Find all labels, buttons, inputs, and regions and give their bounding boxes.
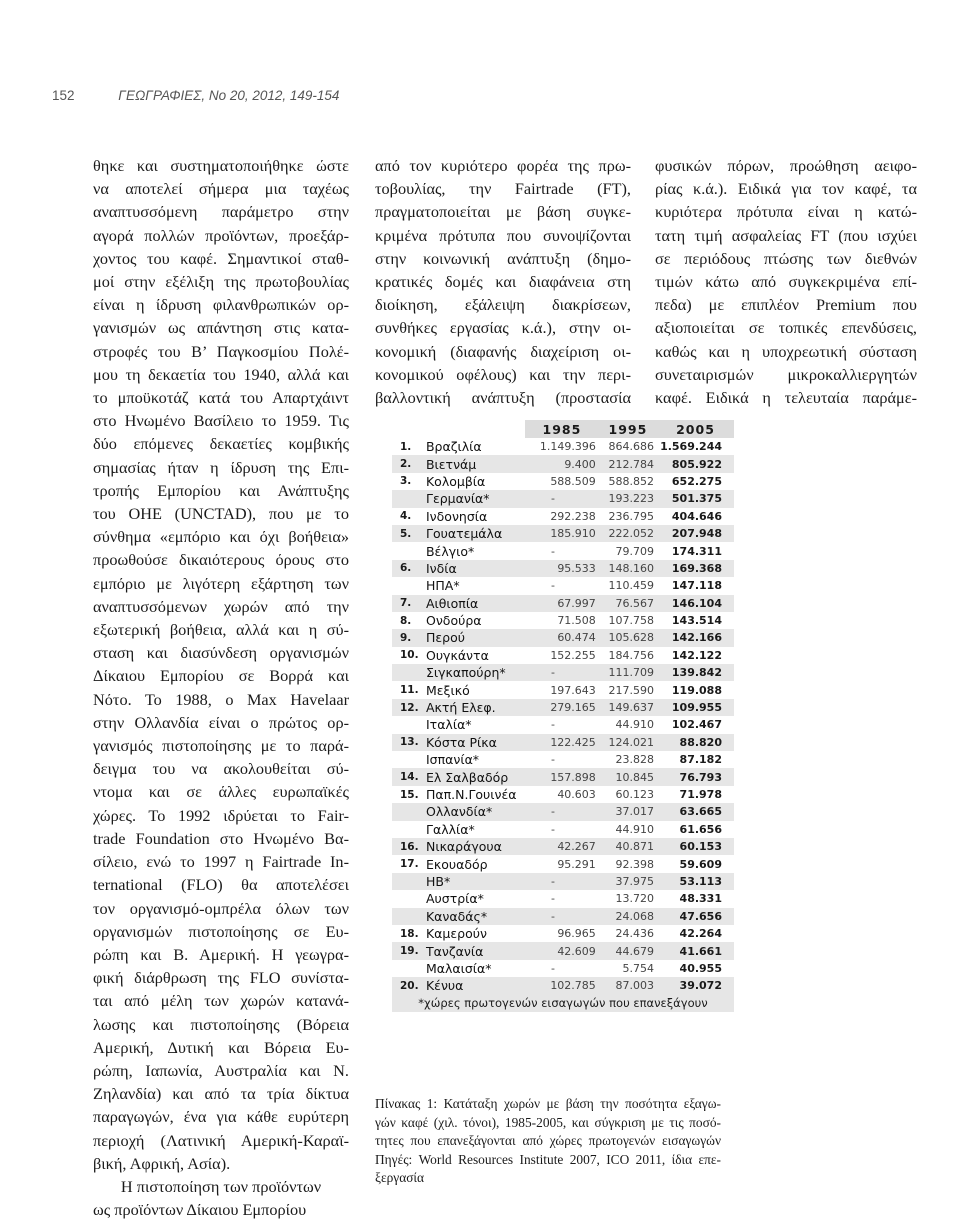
table-caption (375, 1095, 721, 1188)
value-1985-cell: - (551, 961, 555, 975)
text-line: φυσικών πόρων, προώθηση αειφο- (655, 156, 917, 175)
country-cell: Ιταλία* (425, 717, 472, 733)
value-2005-cell: 109.955 (657, 699, 734, 716)
value-2005-cell: 71.978 (679, 788, 722, 801)
value-1985-cell: - (525, 490, 599, 507)
text-line: τροπής Εμπορίου και Ανάπτυξης (93, 480, 349, 500)
value-1985-cell: 152.255 (550, 648, 596, 662)
table-row (392, 803, 734, 820)
table-row (392, 890, 734, 907)
value-2005-cell: 805.922 (657, 455, 734, 472)
rank-cell: 11. (400, 684, 419, 697)
country-cell: Ολλανδία* (423, 803, 525, 820)
value-1985-cell: 1.149.396 (539, 440, 596, 454)
rank-cell (392, 908, 423, 925)
value-2005-cell: 169.368 (657, 560, 734, 577)
text-column-3 (655, 154, 917, 409)
country-cell: Νικαράγουα (423, 838, 525, 855)
value-2005-cell: 143.514 (671, 614, 722, 628)
text-line: προωθούσε δικαιότερους όρους στο (93, 550, 349, 570)
country-cell: Καναδάς* (423, 908, 525, 925)
value-2005-cell: 142.166 (657, 629, 734, 646)
header-2005: 2005 (657, 420, 734, 438)
value-2005-cell: 102.467 (671, 718, 722, 732)
table-row (392, 838, 734, 855)
text-line: αγορά πολλών προϊόντων, προεξάρ- (93, 225, 349, 245)
value-1995-cell: 23.828 (615, 753, 655, 767)
rank-cell: 12. (392, 699, 423, 716)
country-cell: Αιθιοπία (423, 595, 525, 612)
value-1985-cell: - (551, 753, 555, 767)
value-1995-cell: 40.871 (599, 838, 657, 855)
value-2005-cell: 88.820 (657, 734, 734, 751)
value-1995-cell: 222.052 (599, 525, 657, 542)
rank-cell: 8. (400, 614, 412, 627)
value-1985-cell: - (551, 579, 555, 593)
rank-cell (392, 821, 423, 838)
table-header-blank (392, 420, 525, 438)
text-line: πραγματοποιείται με βάση συγκε- (375, 202, 631, 222)
table-row (392, 768, 734, 785)
country-cell: Κόστα Ρίκα (423, 734, 525, 751)
rank-cell: 14. (392, 768, 423, 785)
table-row (392, 473, 734, 490)
table-row (392, 716, 734, 733)
table-row (392, 664, 734, 681)
text-line: του ΟΗΕ (UNCTAD), που με το (93, 504, 349, 524)
running-header (52, 88, 339, 103)
country-cell: Βραζιλία (425, 439, 482, 455)
country-cell: Εκουαδόρ (425, 856, 488, 872)
value-1995-cell: 588.852 (608, 474, 655, 488)
value-1995-cell: 236.795 (608, 509, 655, 523)
value-2005-cell: 59.609 (679, 857, 722, 871)
caption-line: τητες που επανεξάγονται από χώρες πρωτογενών εισαγωγών (375, 1133, 721, 1149)
text-line: trade Foundation στο Ηνωμένο Βα- (93, 828, 349, 848)
text-line: δύο επόμενες δεκαετίες κομβικής (93, 434, 349, 454)
coffee-export-table (392, 420, 734, 1012)
value-1995-cell: 107.758 (608, 614, 655, 628)
value-1995-cell: 76.567 (599, 595, 657, 612)
rank-cell: 13. (392, 734, 423, 751)
country-cell: Τανζανία (423, 942, 525, 959)
value-1985-cell: - (525, 664, 599, 681)
value-1985-cell: 71.508 (557, 614, 596, 628)
rank-cell: 5. (392, 525, 423, 542)
value-2005-cell: 47.656 (657, 908, 734, 925)
text-line: τον οργανισμό-ομπρέλα όλων των (93, 898, 349, 918)
rank-cell (392, 803, 423, 820)
text-line: τοβουλίας, την Fairtrade (FT), (375, 179, 631, 199)
value-1995-cell: 37.017 (599, 803, 657, 820)
value-1995-cell: 44.910 (615, 822, 655, 836)
value-1995-cell: 13.720 (615, 892, 655, 906)
value-2005-cell: 48.331 (679, 892, 722, 906)
value-1985-cell: 9.400 (525, 455, 599, 472)
text-line: το μποϋκοτάζ κατά του Απαρτχάιντ (93, 388, 349, 408)
text-line: λωσης και πιστοποίησης (Βόρεια (93, 1014, 349, 1034)
text-line: σίλειο, ενώ το 1997 η Fairtrade In- (93, 852, 349, 872)
value-2005-cell: 1.569.244 (660, 440, 722, 454)
table-row (392, 490, 734, 507)
text-line: εξωτερική βοήθεια, αλλά και η σύ- (93, 620, 349, 640)
text-line: σημασίας ήταν η ίδρυση της Επι- (93, 457, 349, 477)
text-line: ται από μέλη των χωρών κατανά- (93, 991, 349, 1011)
text-line: στην κοινωνική ανάπτυξη (δημο- (375, 248, 631, 268)
value-2005-cell: 142.122 (671, 648, 722, 662)
rank-cell: 7. (392, 595, 423, 612)
value-1985-cell: 40.603 (557, 788, 596, 801)
value-1995-cell: 87.003 (599, 977, 657, 994)
rank-cell (392, 577, 423, 594)
rank-cell (392, 960, 423, 977)
text-line: στο Ηνωμένο Βασίλειο το 1959. Τις (93, 411, 349, 431)
text-line: κριμένα πρότυπα που συνοψίζονται (375, 225, 631, 245)
value-2005-cell: 41.661 (657, 942, 734, 959)
text-line: σε περιόδους πτώσης των διεθνών (655, 248, 917, 268)
text-line: στην Ολλανδία είναι ο πρώτος ορ- (93, 712, 349, 732)
value-2005-cell: 40.955 (679, 961, 722, 975)
text-line: παραγωγών, ένα για κάθε ευρύτερη (93, 1107, 349, 1127)
text-line: βαλλοντική ανάπτυξη (προστασία (375, 388, 631, 408)
text-line: από τον κυριότερο φορέα της πρω- (375, 156, 631, 175)
text-line: φική διάρθρωση της FLO συνίστα- (93, 968, 349, 988)
header-1985: 1985 (525, 420, 599, 438)
text-line: αναπτυσσόμενων χωρών από την (93, 596, 349, 616)
rank-cell: 19. (392, 942, 423, 959)
rank-cell: 9. (392, 629, 423, 646)
text-line: χοντος του καφέ. Σημαντικοί σταθ- (93, 248, 349, 268)
table-row (392, 855, 734, 872)
text-line: ως προϊόντων Δίκαιου Εμπορίου (93, 1200, 307, 1220)
text-line: ρώπη και Β. Αμερική. Η γεωγρα- (93, 944, 349, 964)
table-row (392, 925, 734, 942)
table-row (392, 595, 734, 612)
value-1995-cell: 148.160 (599, 560, 657, 577)
rank-cell: 15. (400, 788, 419, 801)
rank-cell (392, 542, 423, 559)
rank-cell (392, 751, 423, 768)
rank-cell: 18. (400, 927, 419, 940)
country-cell: Ελ Σαλβαδόρ (423, 768, 525, 785)
text-line: σύνθημα «εμπόριο και όχι βοήθεια» (93, 527, 349, 547)
country-cell: Σιγκαπούρη* (423, 664, 525, 681)
country-cell: Μεξικό (425, 682, 470, 698)
value-1985-cell: - (525, 873, 599, 890)
caption-line: ξεργασία (375, 1170, 425, 1186)
country-cell: Γερμανία* (423, 490, 525, 507)
text-line: εμπόριο με λιγότερη εξάρτηση των (93, 573, 349, 593)
value-1985-cell: 185.910 (525, 525, 599, 542)
text-line: αξιοποιείται σε τοπικές επενδύσεις, (655, 318, 917, 338)
value-1985-cell: 292.238 (550, 509, 596, 523)
text-line: καθώς και η υποχρεωτική σύσταση (655, 341, 917, 361)
value-2005-cell: 61.656 (679, 822, 722, 836)
table-footnote-row (392, 995, 734, 1012)
table-row (392, 734, 734, 751)
text-line: ρίας κ.ά.). Ειδικά για τον καφέ, τα (655, 179, 917, 199)
value-1995-cell: 24.068 (599, 908, 657, 925)
text-line: διοίκηση, εξάλειψη διακρίσεων, (375, 295, 631, 315)
value-2005-cell: 39.072 (657, 977, 734, 994)
country-cell: Ινδονησία (425, 508, 488, 524)
text-line: Αμερική, Δυτική και Βόρεια Ευ- (93, 1037, 349, 1057)
text-line: πεδα) με επιπλέον Premium που (655, 295, 917, 315)
table-row (392, 821, 734, 838)
value-1995-cell: 10.845 (599, 768, 657, 785)
rank-cell: 4. (400, 510, 412, 523)
table-row (392, 681, 734, 698)
value-1995-cell: 79.709 (615, 544, 655, 558)
table-row (392, 908, 734, 925)
country-cell: ΗΠΑ* (425, 578, 460, 594)
text-line: κρατικές δομές και διαφάνεια στη (375, 272, 631, 292)
value-2005-cell: 139.842 (657, 664, 734, 681)
text-line: τιμών κάτω από συγκεκριμένα επί- (655, 272, 917, 292)
country-cell: Ονδούρα (425, 613, 482, 629)
text-line: τατη τιμή ασφαλείας FT (που ισχύει (655, 225, 917, 245)
caption-line: γών καφέ (χιλ. τόνοι), 1985-2005, και σύγκριση με τις ποσό- (375, 1114, 721, 1130)
country-cell: Μαλαισία* (425, 960, 492, 976)
value-1995-cell: 193.223 (599, 490, 657, 507)
value-2005-cell: 60.153 (657, 838, 734, 855)
value-1985-cell: - (551, 892, 555, 906)
table-footnote: *χώρες πρωτογενών εισαγωγών που επανεξάγουν (392, 995, 734, 1012)
value-1995-cell: 37.975 (599, 873, 657, 890)
rank-cell: 17. (400, 858, 419, 871)
rank-cell: 16. (392, 838, 423, 855)
value-1985-cell: 67.997 (525, 595, 599, 612)
text-line: οργανισμών πιστοποίησης σε Ευ- (93, 921, 349, 941)
text-line: χώρες. Το 1992 ιδρύεται το Fair- (93, 805, 349, 825)
text-column-1 (93, 154, 349, 1221)
value-1995-cell: 110.459 (608, 579, 655, 593)
value-1995-cell: 24.436 (615, 927, 655, 941)
value-1985-cell: - (551, 718, 555, 732)
table-row (392, 960, 734, 977)
text-line: μοί στην εξέλιξη της πρωτοβουλίας (93, 272, 349, 292)
table-row (392, 525, 734, 542)
value-1995-cell: 105.628 (599, 629, 657, 646)
value-1995-cell: 60.123 (615, 788, 655, 801)
country-cell: Ινδία (423, 560, 525, 577)
table-row (392, 629, 734, 646)
text-line: καφέ. Ειδικά η τελευταία παράμε- (655, 388, 917, 408)
rank-cell: 3. (400, 475, 412, 488)
text-line: γανισμός πιστοποίησης με το παρά- (93, 736, 349, 756)
rank-cell: 6. (392, 560, 423, 577)
text-line: δειγμα του να ακολουθείται σύ- (93, 759, 349, 779)
value-1995-cell: 149.637 (599, 699, 657, 716)
country-cell: Βιετνάμ (423, 455, 525, 472)
table-row (392, 873, 734, 890)
rank-cell (392, 890, 423, 907)
value-1985-cell: 96.965 (557, 927, 596, 941)
text-line: κονομικού οφέλους) και την περι- (375, 364, 631, 384)
value-1995-cell: 217.590 (608, 683, 655, 697)
value-1995-cell: 44.679 (599, 942, 657, 959)
text-line: Νότο. Το 1988, ο Max Havelaar (93, 689, 349, 709)
table-row (392, 942, 734, 959)
text-line: θηκε και συστηματοποιήθηκε ώστε (93, 156, 349, 175)
country-cell: Γαλλία* (425, 821, 475, 837)
value-2005-cell: 42.264 (679, 927, 722, 941)
text-line: ρώπη, Ιαπωνία, Αυστραλία και Ν. (93, 1060, 349, 1080)
table-row (392, 560, 734, 577)
country-cell: Ακτή Ελεφ. (423, 699, 525, 716)
value-1995-cell: 184.756 (608, 648, 655, 662)
rank-cell: 20. (392, 977, 423, 994)
text-line: σταση και διασύνδεση οργανισμών (93, 643, 349, 663)
country-cell: Ισπανία* (425, 752, 480, 768)
value-1985-cell: 588.509 (550, 474, 596, 488)
table-row (392, 577, 734, 594)
country-cell: Βέλγιο* (425, 543, 475, 559)
value-1985-cell: 279.165 (525, 699, 599, 716)
value-2005-cell: 53.113 (657, 873, 734, 890)
value-1985-cell: - (551, 822, 555, 836)
text-line: συνθήκες εργασίας κ.ά.), στην οι- (375, 318, 631, 338)
text-line: αναπτυσσόμενη παράμετρο στην (93, 202, 349, 222)
value-2005-cell: 501.375 (657, 490, 734, 507)
text-line: μου τη δεκαετία του 1940, αλλά και (93, 364, 349, 384)
table-header-row (392, 420, 734, 438)
table-row (392, 542, 734, 559)
value-1995-cell: 124.021 (599, 734, 657, 751)
rank-cell: 2. (392, 455, 423, 472)
value-1985-cell: 42.267 (525, 838, 599, 855)
country-cell: ΗΒ* (423, 873, 525, 890)
value-2005-cell: 147.118 (671, 579, 722, 593)
country-cell: Αυστρία* (425, 891, 484, 907)
value-1985-cell: - (551, 544, 555, 558)
country-cell: Περού (423, 629, 525, 646)
value-1995-cell: 44.910 (615, 718, 655, 732)
text-line: ternational (FLO) θα αποτελέσει (93, 875, 349, 895)
value-1985-cell: 95.533 (525, 560, 599, 577)
country-cell: Ουγκάντα (425, 647, 489, 663)
value-1985-cell: 60.474 (525, 629, 599, 646)
text-line: να αποτελεί σήμερα μια ταχέως (93, 179, 349, 199)
country-cell: Καμερούν (425, 926, 487, 942)
value-2005-cell: 87.182 (679, 753, 722, 767)
text-line: ντομα και σε άλλες ευρωπαϊκές (93, 782, 349, 802)
text-line: κονομική (διαφανής διαχείριση οι- (375, 341, 631, 361)
value-2005-cell: 63.665 (657, 803, 734, 820)
page-number: 152 (52, 88, 75, 103)
value-1985-cell: - (525, 908, 599, 925)
value-1985-cell: - (525, 803, 599, 820)
journal-title: ΓΕΩΓΡΑΦΙΕΣ, Νο 20, 2012, 149-154 (118, 88, 340, 103)
value-1995-cell: 92.398 (615, 857, 655, 871)
value-2005-cell: 207.948 (657, 525, 734, 542)
table-row (392, 751, 734, 768)
table-row (392, 977, 734, 994)
table-row (392, 699, 734, 716)
value-2005-cell: 174.311 (671, 544, 722, 558)
value-1995-cell: 212.784 (599, 455, 657, 472)
value-1995-cell: 5.754 (622, 961, 655, 975)
value-1985-cell: 42.609 (525, 942, 599, 959)
country-cell: Κένυα (423, 977, 525, 994)
text-line: Ζηλανδία) και από τα τρία δίκτυα (93, 1084, 349, 1104)
value-2005-cell: 146.104 (657, 595, 734, 612)
text-line: γανισμών ως απάντηση στις κατα- (93, 318, 349, 338)
rank-cell (392, 664, 423, 681)
header-1995: 1995 (599, 420, 657, 438)
country-cell: Γουατεμάλα (423, 525, 525, 542)
text-line: Η πιστοποίηση των προϊόντων (120, 1176, 322, 1196)
rank-cell (392, 873, 423, 890)
text-line: στροφές του Β’ Παγκοσμίου Πολέ- (93, 341, 349, 361)
text-column-2 (375, 154, 631, 409)
rank-cell: 10. (400, 649, 419, 662)
text-line: περιοχή (Λατινική Αμερική-Καραϊ- (93, 1130, 349, 1150)
value-1995-cell: 864.686 (608, 440, 655, 454)
country-cell: Παπ.Ν.Γουινέα (425, 787, 517, 802)
table-row (392, 438, 734, 455)
value-2005-cell: 652.275 (671, 474, 722, 488)
value-2005-cell: 404.646 (671, 509, 722, 523)
rank-cell: 1. (400, 440, 412, 453)
text-line: συνεταιρισμών μικροκαλλιεργητών (655, 364, 917, 384)
value-2005-cell: 76.793 (657, 768, 734, 785)
table-row (392, 786, 734, 803)
value-1985-cell: 95.291 (557, 857, 596, 871)
value-1995-cell: 111.709 (599, 664, 657, 681)
value-1985-cell: 197.643 (550, 683, 596, 697)
country-cell: Κολομβία (425, 473, 486, 489)
text-line: κυριότερα πρότυπα είναι η κατώ- (655, 202, 917, 222)
text-line: είναι η ίδρυση φιλανθρωπικών ορ- (93, 295, 349, 315)
table-row (392, 455, 734, 472)
rank-cell (392, 490, 423, 507)
value-2005-cell: 119.088 (671, 683, 722, 697)
value-1985-cell: 157.898 (525, 768, 599, 785)
value-1985-cell: 122.425 (525, 734, 599, 751)
table-row (392, 647, 734, 664)
caption-line: Πηγές: World Resources Institute 2007, ICO 2011, ίδια επε- (375, 1151, 721, 1167)
text-line: βική, Αφρική, Ασία). (93, 1153, 231, 1173)
value-1985-cell: 102.785 (525, 977, 599, 994)
table-row (392, 612, 734, 629)
table-row (392, 508, 734, 525)
rank-cell (392, 716, 423, 733)
caption-line: Πίνακας 1: Κατάταξη χωρών με βάση την ποσότητα εξαγω- (375, 1096, 721, 1111)
text-line: Δίκαιου Εμπορίου σε Βορρά και (93, 666, 349, 686)
